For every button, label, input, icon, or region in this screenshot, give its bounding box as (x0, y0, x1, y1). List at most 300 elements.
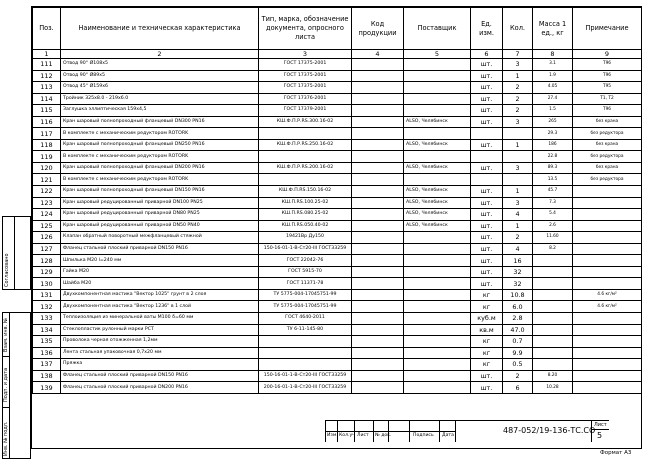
table-row (33, 243, 642, 255)
row-note: без редуктора (573, 174, 642, 186)
row-pos: 118 (33, 139, 61, 151)
column-number-row (33, 50, 642, 59)
row-mass (533, 313, 573, 325)
row-note (573, 370, 642, 382)
row-qty: 9.9 (503, 347, 533, 359)
row-type: КШ.Ф.П.Р.RS.300.16-02 (259, 116, 352, 128)
sheet-number: 5 (597, 431, 603, 440)
row-supplier (404, 382, 471, 394)
row-qty: 1 (503, 70, 533, 82)
table-row (33, 151, 642, 163)
row-mass: 186 (533, 139, 573, 151)
table-row (33, 347, 642, 359)
row-supplier (404, 70, 471, 82)
table-row (33, 336, 642, 348)
row-unit (471, 174, 503, 186)
row-mass: 265 (533, 116, 573, 128)
row-unit: шт. (471, 93, 503, 105)
row-code (352, 93, 404, 105)
row-type (259, 151, 352, 163)
row-note: Т96 (573, 59, 642, 71)
row-supplier (404, 266, 471, 278)
row-code (352, 220, 404, 232)
row-pos: 112 (33, 70, 61, 82)
row-type: ГОСТ 17375-2001 (259, 59, 352, 71)
row-note (573, 186, 642, 198)
row-note (573, 324, 642, 336)
row-unit: шт. (471, 382, 503, 394)
row-supplier (404, 128, 471, 140)
row-code (352, 70, 404, 82)
row-unit: кг (471, 336, 503, 348)
row-pos: 115 (33, 105, 61, 117)
row-type: КШ.Ф.П.Р.RS.200.16-02 (259, 162, 352, 174)
row-mass: 45.7 (533, 186, 573, 198)
row-name: Проволока черная отожженная 1,2мм (61, 336, 259, 348)
stamp-label-list: Лист (357, 433, 369, 438)
table-row (33, 105, 642, 117)
row-name: Двухкомпонентная мастика "Вектор 1025" грунт в 2 слоя (61, 289, 259, 301)
row-type: КШ.Ф.П.RS.150.16-02 (259, 186, 352, 198)
row-name: Фланец стальной плоский приварной DN150 PN16 (61, 243, 259, 255)
row-qty: 16 (503, 255, 533, 267)
row-pos: 113 (33, 82, 61, 94)
row-mass: 13.5 (533, 174, 573, 186)
row-mass (533, 347, 573, 359)
row-type: ТУ 5775-004-17045751-99 (259, 289, 352, 301)
row-pos: 138 (33, 370, 61, 382)
table-row (33, 382, 642, 394)
row-unit: шт. (471, 370, 503, 382)
row-mass: 3.1 (533, 59, 573, 71)
row-name: Гайка М20 (61, 266, 259, 278)
row-code (352, 59, 404, 71)
row-supplier (404, 370, 471, 382)
row-supplier (404, 232, 471, 244)
row-name: Теплоизоляция из минеральной ваты М100 δ=60 мм (61, 313, 259, 325)
row-type: КШ.П.RS.080.25-02 (259, 209, 352, 221)
table-row (33, 209, 642, 221)
row-pos: 124 (33, 209, 61, 221)
table-row (33, 128, 642, 140)
row-note: без крана (573, 116, 642, 128)
row-note (573, 220, 642, 232)
row-unit: шт. (471, 220, 503, 232)
header-code: Код продукции (352, 8, 404, 50)
row-code (352, 382, 404, 394)
header-type: Тип, марка, обозначение документа, опросного листа (259, 8, 352, 50)
row-note (573, 197, 642, 209)
row-unit: шт. (471, 70, 503, 82)
row-supplier (404, 243, 471, 255)
row-qty: 10.8 (503, 289, 533, 301)
row-pos: 121 (33, 174, 61, 186)
row-supplier (404, 93, 471, 105)
row-name: Отвод 45° Ø159х6 (61, 82, 259, 94)
row-code (352, 232, 404, 244)
row-code (352, 278, 404, 290)
row-unit: шт. (471, 162, 503, 174)
row-qty: 32 (503, 266, 533, 278)
table-row (33, 359, 642, 371)
row-code (352, 243, 404, 255)
row-supplier (404, 82, 471, 94)
row-note: без редуктора (573, 128, 642, 140)
side-strip-agreed-value (14, 216, 31, 290)
row-code (352, 266, 404, 278)
column-number: 8 (533, 50, 573, 59)
table-row (33, 220, 642, 232)
side-stamp (0, 216, 31, 459)
row-code (352, 209, 404, 221)
row-mass: 89.3 (533, 162, 573, 174)
stamp-label-izm: Изм. (327, 433, 338, 438)
table-row (33, 93, 642, 105)
row-note: Т96 (573, 70, 642, 82)
side-label-inv-orig: Инв. № подл. (3, 421, 9, 456)
row-mass (533, 359, 573, 371)
row-qty: 4 (503, 243, 533, 255)
row-code (352, 336, 404, 348)
row-supplier (404, 336, 471, 348)
table-row (33, 197, 642, 209)
row-note (573, 278, 642, 290)
stamp-divider (337, 420, 338, 442)
row-unit: шт. (471, 59, 503, 71)
header-mass: Масса 1 ед., кг (533, 8, 573, 50)
table-row (33, 301, 642, 313)
row-qty: 3 (503, 59, 533, 71)
row-note: Т1, Т2 (573, 93, 642, 105)
stamp-divider (455, 420, 456, 442)
row-note (573, 336, 642, 348)
row-type: ГОСТ 17375-2001 (259, 82, 352, 94)
row-pos: 134 (33, 324, 61, 336)
row-qty: 2 (503, 82, 533, 94)
stamp-label-doc: № док. (375, 433, 392, 438)
row-mass: 4.05 (533, 82, 573, 94)
row-type: КШ.П.RS.100.25-02 (259, 197, 352, 209)
row-pos: 119 (33, 151, 61, 163)
row-supplier: ALSO, Челябинск (404, 162, 471, 174)
row-name: В комплекте с механическим редуктором ROTORK (61, 151, 259, 163)
row-type: ГОСТ 17375-2001 (259, 70, 352, 82)
row-unit: шт. (471, 197, 503, 209)
side-strip-right (9, 312, 31, 459)
row-note: без крана (573, 139, 642, 151)
row-note (573, 232, 642, 244)
row-code (352, 301, 404, 313)
column-number: 7 (503, 50, 533, 59)
table-row (33, 174, 642, 186)
specification-body (33, 59, 642, 394)
row-type: ГОСТ 11371-78 (259, 278, 352, 290)
row-name: Фланец стальной плоский приварной DN150 PN16 (61, 370, 259, 382)
column-number: 9 (573, 50, 642, 59)
row-unit: шт. (471, 209, 503, 221)
row-qty (503, 128, 533, 140)
table-row (33, 255, 642, 267)
table-row (33, 70, 642, 82)
row-name: Фланец стальной плоский приварной DN200 PN16 (61, 382, 259, 394)
row-unit: шт. (471, 105, 503, 117)
row-unit: кг (471, 359, 503, 371)
row-pos: 116 (33, 116, 61, 128)
row-name: Кран шаровый редуцированный приварной DN50 PN40 (61, 220, 259, 232)
row-pos: 114 (33, 93, 61, 105)
row-note (573, 266, 642, 278)
row-qty: 1 (503, 139, 533, 151)
row-note (573, 313, 642, 325)
row-qty: 2 (503, 370, 533, 382)
row-pos: 129 (33, 266, 61, 278)
row-qty: 2 (503, 93, 533, 105)
row-pos: 132 (33, 301, 61, 313)
row-type (259, 174, 352, 186)
table-row (33, 59, 642, 71)
header-unit: Ед. изм. (471, 8, 503, 50)
stamp-label-signature: Подпись (413, 433, 434, 438)
row-note: 4.6 кг/м² (573, 289, 642, 301)
header-qty: Кол. (503, 8, 533, 50)
row-unit: кг (471, 289, 503, 301)
stamp-divider (409, 420, 410, 442)
header-row (33, 8, 642, 50)
row-unit: шт. (471, 232, 503, 244)
row-supplier: ALSO, Челябинск (404, 220, 471, 232)
row-pos: 120 (33, 162, 61, 174)
row-type: 200-16-01-1-В-Ст20-III ГОСТ33259 (259, 382, 352, 394)
row-qty: 47.0 (503, 324, 533, 336)
row-name: Шайба М20 (61, 278, 259, 290)
table-row (33, 232, 642, 244)
row-note: без крана (573, 162, 642, 174)
stamp-divider (354, 420, 355, 442)
row-qty: 6 (503, 382, 533, 394)
side-label-agreed: Согласовано (4, 253, 10, 287)
header-pos: Поз. (33, 8, 61, 50)
row-name: Кран шаровый полнопроходный фланцевый DN150 PN16 (61, 186, 259, 198)
row-pos: 125 (33, 220, 61, 232)
row-type: ГОСТ 5915-70 (259, 266, 352, 278)
row-name: Двухкомпонентная мастика "Вектор 1236" в 1 слой (61, 301, 259, 313)
row-qty: 3 (503, 197, 533, 209)
specification-table (32, 7, 642, 394)
row-note (573, 347, 642, 359)
row-unit: шт. (471, 139, 503, 151)
row-unit: шт. (471, 82, 503, 94)
stamp-label-date: Дата (442, 433, 454, 438)
sheet-label: Лист (594, 422, 607, 428)
row-code (352, 82, 404, 94)
row-supplier (404, 359, 471, 371)
row-code (352, 105, 404, 117)
table-row (33, 266, 642, 278)
row-note (573, 359, 642, 371)
row-unit: шт. (471, 266, 503, 278)
row-mass: 10.28 (533, 382, 573, 394)
row-pos: 111 (33, 59, 61, 71)
row-qty (503, 174, 533, 186)
title-block (325, 420, 609, 442)
row-pos: 123 (33, 197, 61, 209)
row-qty: 6.0 (503, 301, 533, 313)
table-row (33, 186, 642, 198)
row-pos: 117 (33, 128, 61, 140)
column-number: 2 (61, 50, 259, 59)
row-code (352, 116, 404, 128)
row-mass: 11.60 (533, 232, 573, 244)
row-supplier (404, 289, 471, 301)
row-code (352, 370, 404, 382)
row-unit: шт. (471, 186, 503, 198)
row-supplier (404, 313, 471, 325)
row-type (259, 336, 352, 348)
row-mass (533, 278, 573, 290)
row-mass: 27.4 (533, 93, 573, 105)
row-mass: 8.20 (533, 370, 573, 382)
row-type: ГОСТ 4640-2011 (259, 313, 352, 325)
row-code (352, 139, 404, 151)
row-type: ГОСТ 22042-76 (259, 255, 352, 267)
row-pos: 122 (33, 186, 61, 198)
row-pos: 130 (33, 278, 61, 290)
row-pos: 127 (33, 243, 61, 255)
table-row (33, 139, 642, 151)
format-label: Формат А3 (600, 450, 632, 456)
row-unit: шт. (471, 255, 503, 267)
row-unit: кг (471, 347, 503, 359)
row-note: 4.6 кг/м² (573, 301, 642, 313)
row-name: Лента стальная упаковочная 0,7х20 мм (61, 347, 259, 359)
column-number: 1 (33, 50, 61, 59)
row-type: КШ.Ф.П.Р.RS.250.16-02 (259, 139, 352, 151)
row-supplier: ALSO, Челябинск (404, 186, 471, 198)
row-type (259, 359, 352, 371)
row-note: Т96 (573, 105, 642, 117)
row-supplier (404, 255, 471, 267)
row-supplier: ALSO, Челябинск (404, 209, 471, 221)
row-qty: 0.7 (503, 336, 533, 348)
row-pos: 135 (33, 336, 61, 348)
row-unit: кв.м (471, 324, 503, 336)
row-name: Отвод 90° Ø108х5 (61, 59, 259, 71)
column-number: 5 (404, 50, 471, 59)
row-unit (471, 151, 503, 163)
row-pos: 133 (33, 313, 61, 325)
row-qty: 2.8 (503, 313, 533, 325)
row-note (573, 243, 642, 255)
stamp-divider (388, 420, 389, 442)
row-pos: 131 (33, 289, 61, 301)
header-name: Наименование и техническая характеристика (61, 8, 259, 50)
table-row (33, 162, 642, 174)
row-supplier: ALSO, Челябинск (404, 139, 471, 151)
row-name: В комплекте с механическим редуктором ROTORK (61, 128, 259, 140)
row-name: Кран шаровый редуцированный приварной DN80 PN25 (61, 209, 259, 221)
row-qty: 3 (503, 162, 533, 174)
row-type: 19421Вр Ду150 (259, 232, 352, 244)
row-name: Кран шаровый полнопроходный фланцевый DN250 PN16 (61, 139, 259, 151)
row-name: Клапан обратный поворотный межфланцевый стяжной (61, 232, 259, 244)
row-type (259, 347, 352, 359)
row-code (352, 255, 404, 267)
row-mass: 5.4 (533, 209, 573, 221)
row-note (573, 209, 642, 221)
row-type: ТУ 5775-004-17045751-99 (259, 301, 352, 313)
row-qty: 2 (503, 105, 533, 117)
row-unit: кг (471, 301, 503, 313)
row-name: Кран шаровый полнопроходный фланцевый DN200 PN16 (61, 162, 259, 174)
row-mass (533, 324, 573, 336)
row-type: ГОСТ 17379-2001 (259, 105, 352, 117)
row-type: КШ.П.RS.050.40-02 (259, 220, 352, 232)
document-number: 487-052/19-136-ТС.СО (503, 426, 596, 435)
row-mass: 2.6 (533, 220, 573, 232)
row-pos: 126 (33, 232, 61, 244)
row-mass (533, 255, 573, 267)
row-mass (533, 266, 573, 278)
row-code (352, 324, 404, 336)
row-supplier (404, 278, 471, 290)
row-mass (533, 301, 573, 313)
row-type: 150-16-01-1-В-Ст20-III ГОСТ33259 (259, 370, 352, 382)
row-name: В комплекте с механическим редуктором ROTORK (61, 174, 259, 186)
row-supplier (404, 151, 471, 163)
row-unit: шт. (471, 243, 503, 255)
table-row (33, 278, 642, 290)
row-name: Кран шаровый редуцированный приварной DN100 PN25 (61, 197, 259, 209)
row-mass: 7.3 (533, 197, 573, 209)
drawing-sheet (31, 6, 642, 449)
header-supplier: Поставщик (404, 8, 471, 50)
row-mass: 1.9 (533, 70, 573, 82)
row-code (352, 313, 404, 325)
row-mass (533, 289, 573, 301)
header-note: Примечание (573, 8, 642, 50)
row-code (352, 359, 404, 371)
row-mass: 29.3 (533, 128, 573, 140)
stamp-divider (373, 420, 374, 442)
row-name: Пряжка (61, 359, 259, 371)
row-supplier (404, 105, 471, 117)
row-name: Кран шаровый полнопроходный фланцевый DN300 PN16 (61, 116, 259, 128)
row-unit: шт. (471, 278, 503, 290)
row-qty (503, 151, 533, 163)
row-code (352, 174, 404, 186)
row-supplier (404, 301, 471, 313)
row-code (352, 151, 404, 163)
row-qty: 1 (503, 220, 533, 232)
row-mass: 22.8 (533, 151, 573, 163)
stamp-divider (439, 420, 440, 442)
column-number: 3 (259, 50, 352, 59)
row-unit: куб.м (471, 313, 503, 325)
table-row (33, 313, 642, 325)
row-mass: 1.5 (533, 105, 573, 117)
row-code (352, 128, 404, 140)
row-name: Заглушка эллиптическая 159х4,5 (61, 105, 259, 117)
row-type (259, 128, 352, 140)
row-supplier: ALSO, Челябинск (404, 116, 471, 128)
table-row (33, 116, 642, 128)
row-qty: 4 (503, 209, 533, 221)
row-mass: 8.2 (533, 243, 573, 255)
row-qty: 1 (503, 186, 533, 198)
row-unit (471, 128, 503, 140)
row-qty: 32 (503, 278, 533, 290)
row-pos: 136 (33, 347, 61, 359)
